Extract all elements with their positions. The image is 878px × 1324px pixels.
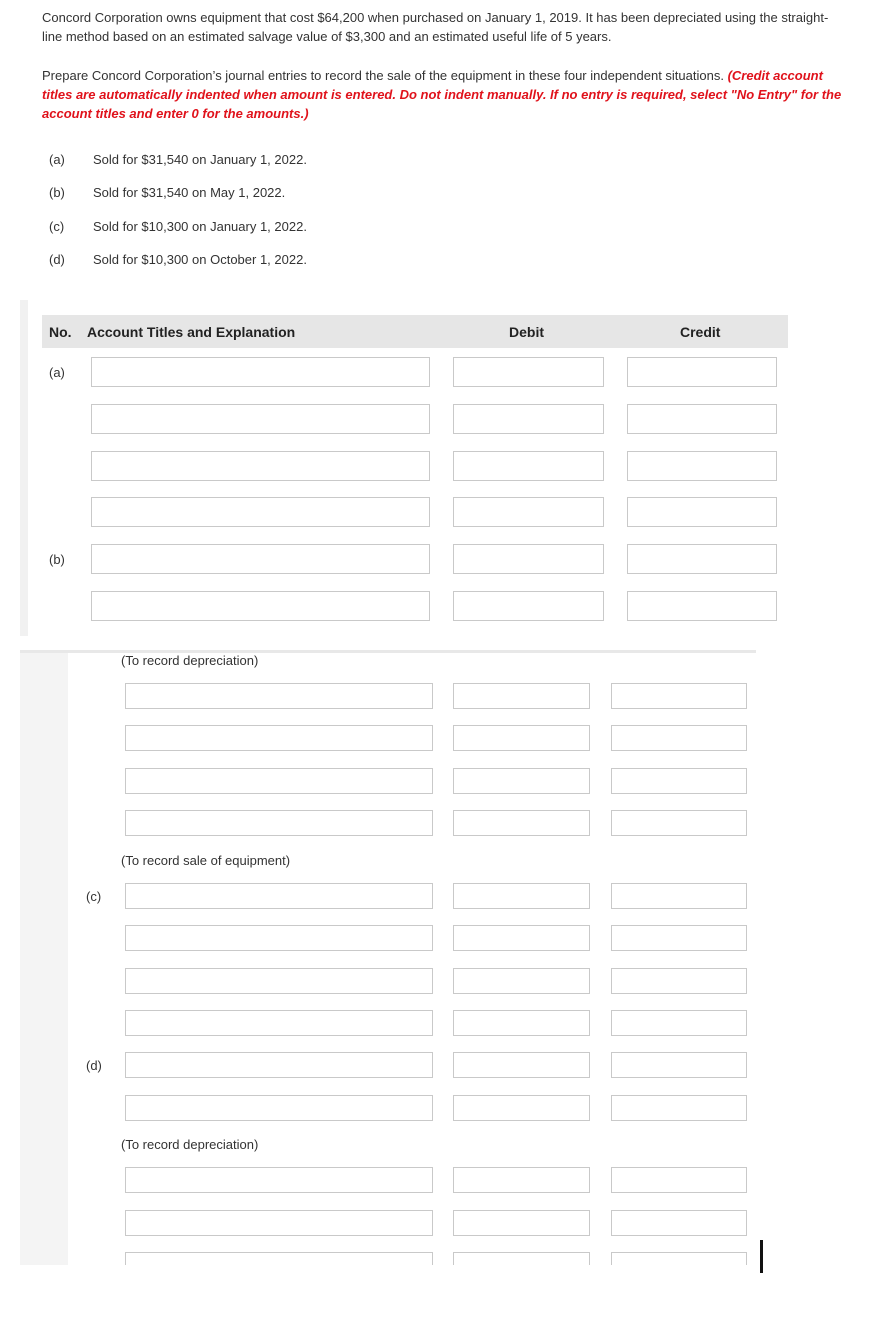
debit-input[interactable] bbox=[453, 404, 604, 434]
text-cursor bbox=[760, 1240, 763, 1273]
account-title-input[interactable] bbox=[91, 591, 430, 621]
row-label-a: (a) bbox=[49, 365, 65, 380]
account-title-input[interactable] bbox=[125, 768, 433, 794]
debit-input[interactable] bbox=[453, 1010, 590, 1036]
credit-input[interactable] bbox=[611, 725, 747, 751]
instructions bbox=[42, 66, 842, 123]
account-title-input[interactable] bbox=[91, 544, 430, 574]
debit-input[interactable] bbox=[453, 1210, 590, 1236]
debit-input[interactable] bbox=[453, 497, 604, 527]
account-title-input[interactable] bbox=[125, 925, 433, 951]
panel-gutter bbox=[20, 653, 68, 1265]
account-title-input[interactable] bbox=[125, 683, 433, 709]
account-title-input[interactable] bbox=[125, 725, 433, 751]
credit-input[interactable] bbox=[627, 497, 777, 527]
debit-input[interactable] bbox=[453, 810, 590, 836]
account-title-input[interactable] bbox=[91, 357, 430, 387]
row-label-d: (d) bbox=[86, 1058, 102, 1073]
debit-input[interactable] bbox=[453, 968, 590, 994]
debit-input[interactable] bbox=[453, 1252, 590, 1265]
situation-label: (c) bbox=[49, 219, 65, 234]
credit-input[interactable] bbox=[611, 1095, 747, 1121]
account-title-input[interactable] bbox=[91, 497, 430, 527]
debit-input[interactable] bbox=[453, 357, 604, 387]
credit-input[interactable] bbox=[611, 883, 747, 909]
debit-input[interactable] bbox=[453, 725, 590, 751]
account-title-input[interactable] bbox=[125, 1095, 433, 1121]
credit-input[interactable] bbox=[611, 1052, 747, 1078]
debit-input[interactable] bbox=[453, 768, 590, 794]
col-credit-header: Credit bbox=[680, 324, 721, 340]
account-title-input[interactable] bbox=[125, 1252, 433, 1265]
situation-label: (a) bbox=[49, 152, 65, 167]
credit-input[interactable] bbox=[611, 1252, 747, 1265]
debit-input[interactable] bbox=[453, 883, 590, 909]
debit-input[interactable] bbox=[453, 1167, 590, 1193]
credit-input[interactable] bbox=[611, 1210, 747, 1236]
debit-input[interactable] bbox=[453, 1095, 590, 1121]
credit-input[interactable] bbox=[611, 683, 747, 709]
credit-input[interactable] bbox=[627, 544, 777, 574]
note-depreciation: (To record depreciation) bbox=[121, 1137, 259, 1152]
situation-text: Sold for $31,540 on May 1, 2022. bbox=[93, 185, 286, 200]
credit-input[interactable] bbox=[611, 768, 747, 794]
debit-input[interactable] bbox=[453, 925, 590, 951]
account-title-input[interactable] bbox=[125, 883, 433, 909]
col-account-header: Account Titles and Explanation bbox=[87, 324, 296, 340]
credit-input[interactable] bbox=[611, 1010, 747, 1036]
note-sale: (To record sale of equipment) bbox=[121, 853, 291, 868]
credit-input[interactable] bbox=[627, 451, 777, 481]
col-debit-header: Debit bbox=[509, 324, 544, 340]
account-title-input[interactable] bbox=[125, 810, 433, 836]
account-title-input[interactable] bbox=[125, 1052, 433, 1078]
account-title-input[interactable] bbox=[125, 968, 433, 994]
row-label-b: (b) bbox=[49, 552, 65, 567]
situation-label: (b) bbox=[49, 185, 65, 200]
situation-text: Sold for $10,300 on January 1, 2022. bbox=[93, 219, 307, 234]
account-title-input[interactable] bbox=[125, 1010, 433, 1036]
credit-input[interactable] bbox=[611, 968, 747, 994]
table-header bbox=[42, 315, 788, 348]
instruction-text: Prepare Concord Corporation’s journal entries to record the sale of the equipment in these four independent situations. bbox=[42, 68, 724, 83]
credit-input[interactable] bbox=[611, 1167, 747, 1193]
debit-input[interactable] bbox=[453, 451, 604, 481]
situation-label: (d) bbox=[49, 252, 65, 267]
instruction-note: (Credit account titles are automatically indented when amount is entered. Do not indent manually. If no entry is required, select "No Entry" for the account titles and enter 0 for the amounts.) bbox=[42, 68, 842, 121]
problem-intro: Concord Corporation owns equipment that cost $64,200 when purchased on January 1, 2019. It has been depreciated using the straight-line method based on an estimated salvage value of $3,300 and an estimated useful life of 5 years. bbox=[42, 10, 829, 44]
row-label-c: (c) bbox=[86, 889, 102, 904]
situation-text: Sold for $10,300 on October 1, 2022. bbox=[93, 252, 307, 267]
note-depreciation: (To record depreciation) bbox=[121, 653, 259, 668]
account-title-input[interactable] bbox=[91, 451, 430, 481]
credit-input[interactable] bbox=[627, 357, 777, 387]
col-no-header: No. bbox=[49, 324, 72, 340]
credit-input[interactable] bbox=[611, 925, 747, 951]
debit-input[interactable] bbox=[453, 683, 590, 709]
debit-input[interactable] bbox=[453, 544, 604, 574]
account-title-input[interactable] bbox=[91, 404, 430, 434]
account-title-input[interactable] bbox=[125, 1167, 433, 1193]
debit-input[interactable] bbox=[453, 591, 604, 621]
table-frame bbox=[20, 300, 28, 636]
credit-input[interactable] bbox=[611, 810, 747, 836]
debit-input[interactable] bbox=[453, 1052, 590, 1078]
credit-input[interactable] bbox=[627, 404, 777, 434]
credit-input[interactable] bbox=[627, 591, 777, 621]
situation-text: Sold for $31,540 on January 1, 2022. bbox=[93, 152, 307, 167]
account-title-input[interactable] bbox=[125, 1210, 433, 1236]
